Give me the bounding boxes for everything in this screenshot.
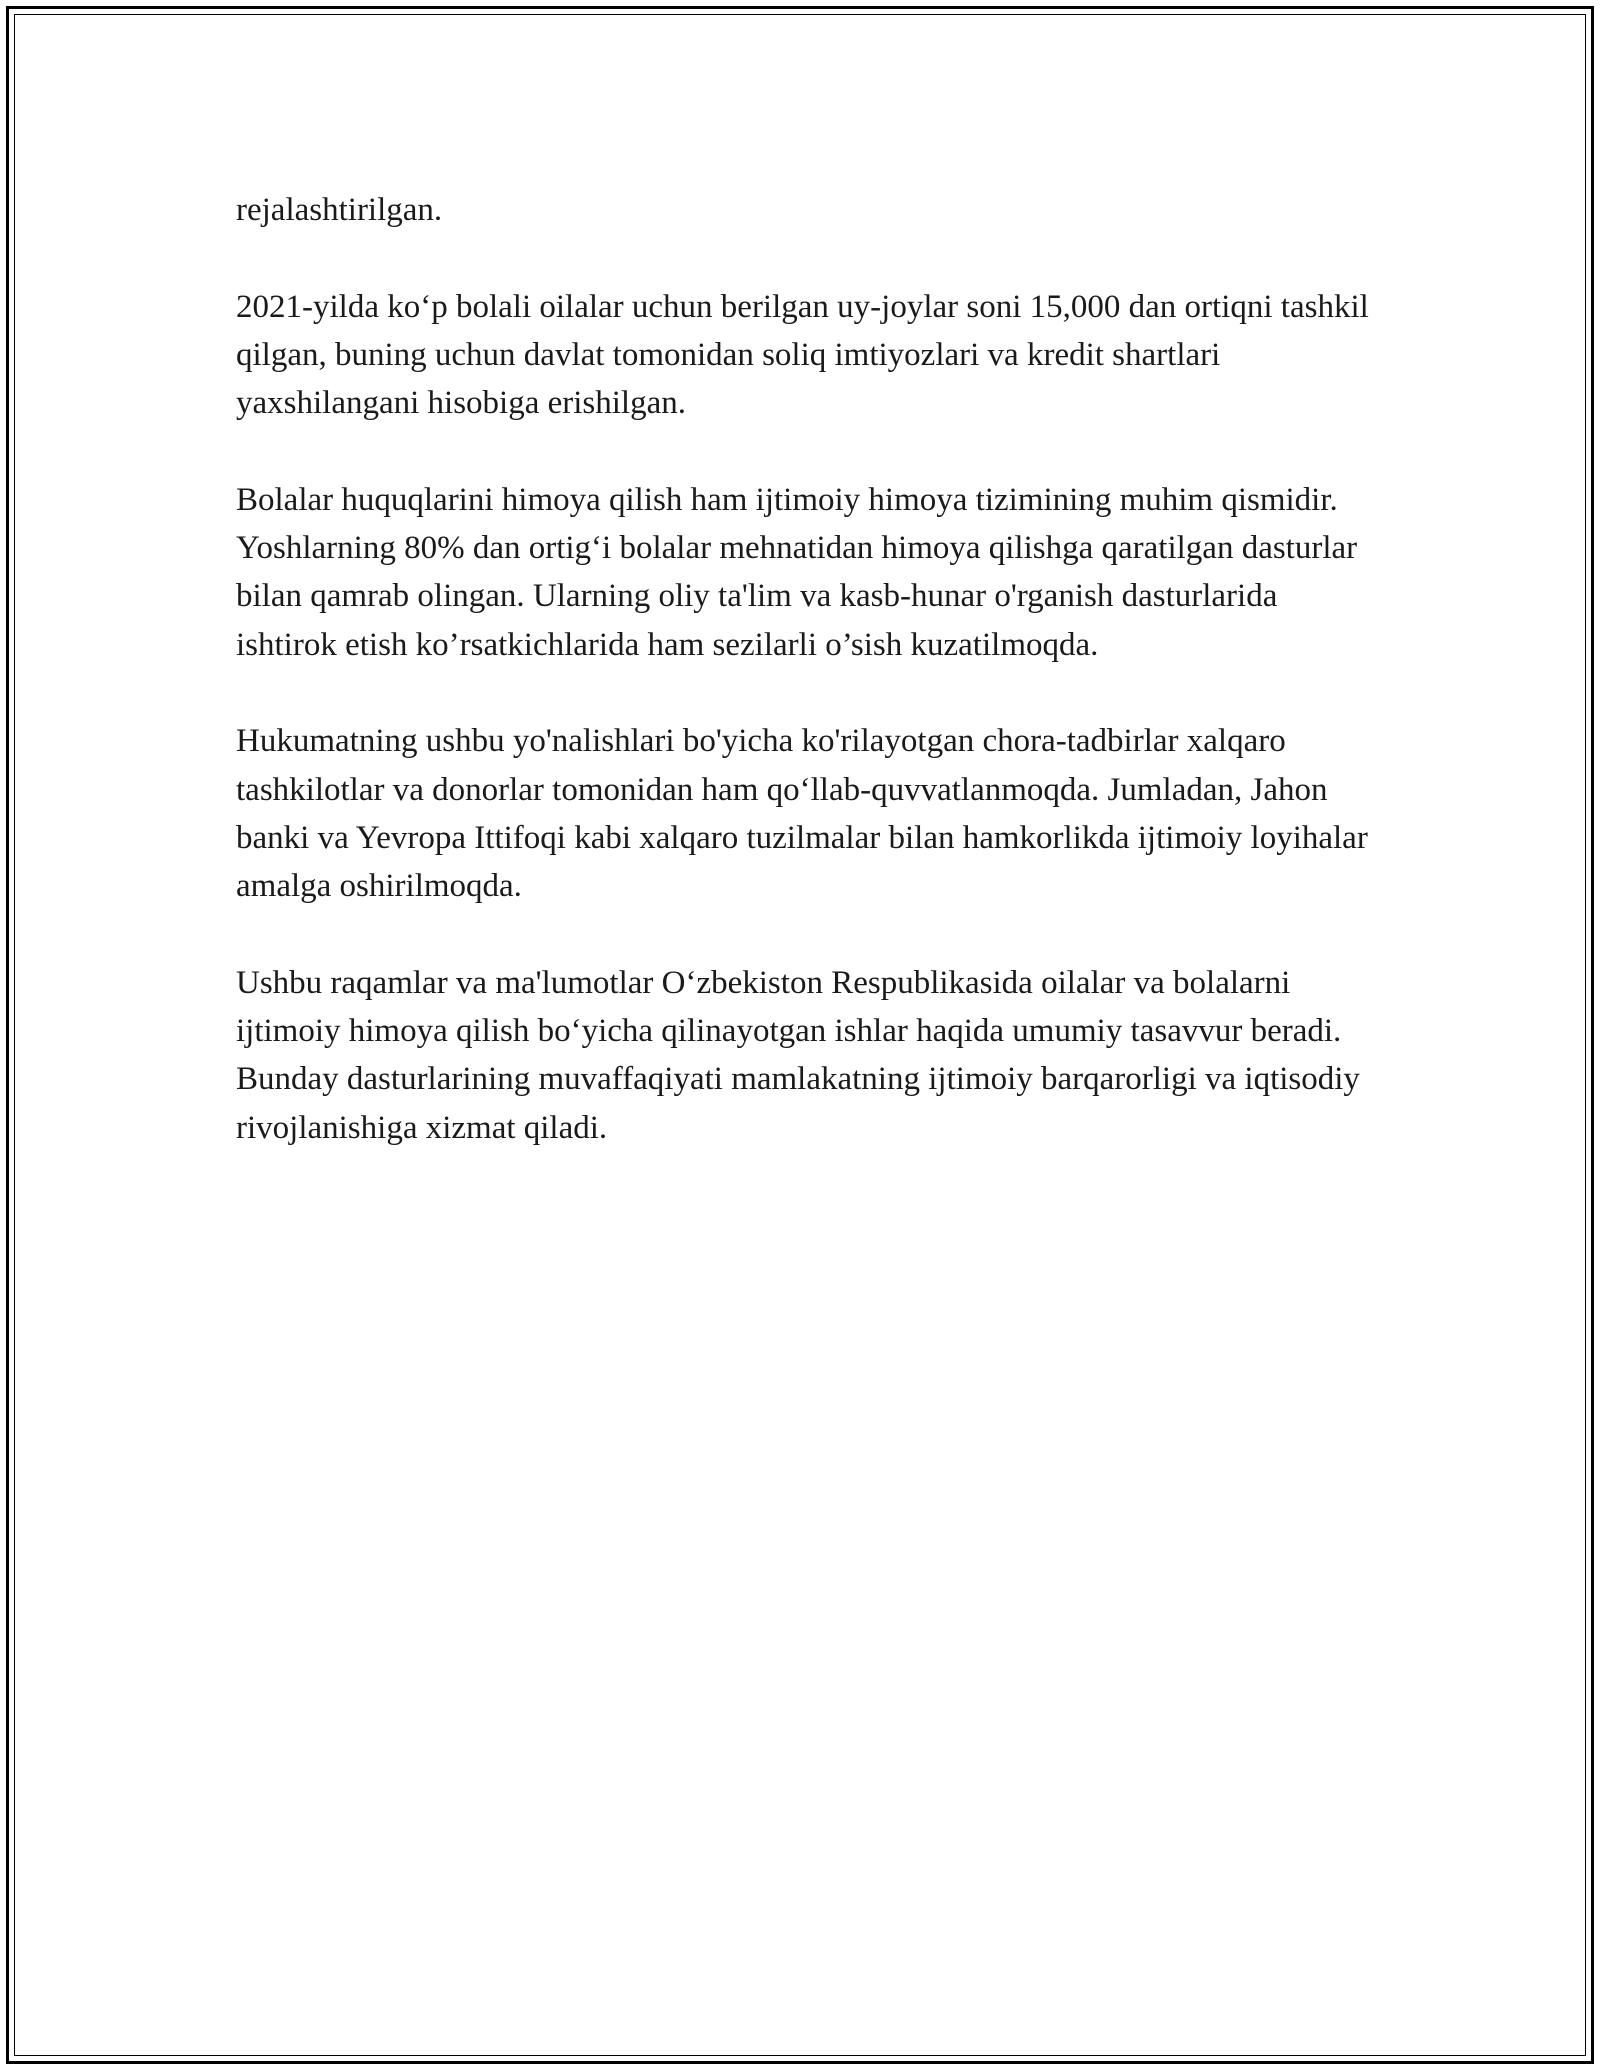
paragraph-child-rights: Bolalar huquqlarini himoya qilish ham ijtimoiy himoya tizimining muhim qismidir. Yoshlarning 80% dan ortig‘i bolalar mehnatidan himoya qilishga qaratilgan dasturlar bilan qamrab olingan. Ularning oliy ta'lim va kasb-hunar o'rganish dasturlarida ishtirok etish ko’rsatkichlarida ham sezilarli o’sish kuzatilmoqda. <box>236 481 1358 663</box>
paragraph-international-support: Hukumatning ushbu yo'nalishlari bo'yicha ko'rilayotgan chora-tadbirlar xalqaro tashkilotlar va donorlar tomonidan ham qo‘llab-quvvatlanmoqda. Jumladan, Jahon banki va Yevropa Ittifoqi kabi xalqaro tuzilmalar bilan hamkorlikda ijtimoiy loyihalar amalga oshirilmoqda. <box>236 723 1368 905</box>
paragraph-housing: 2021-yilda ko‘p bolali oilalar uchun berilgan uy-joylar soni 15,000 dan ortiqni tashkil qilgan, buning uchun davlat tomonidan soliq imtiyozlari va kredit shartlari yaxshilangani hisobiga erishilgan. <box>236 288 1369 422</box>
paragraph-conclusion: Ushbu raqamlar va ma'lumotlar O‘zbekiston Respublikasida oilalar va bolalarni ijtimoiy himoya qilish bo‘yicha qilinayotgan ishlar haqida umumiy tasavvur beradi. Bunday dasturlarining muvaffaqiyati mamlakatning ijtimoiy barqarorligi va iqtisodiy rivojlanishiga xizmat qiladi. <box>236 964 1360 1146</box>
paragraph-continuation: rejalashtirilgan. <box>236 192 443 228</box>
document-body <box>236 186 1386 1200</box>
